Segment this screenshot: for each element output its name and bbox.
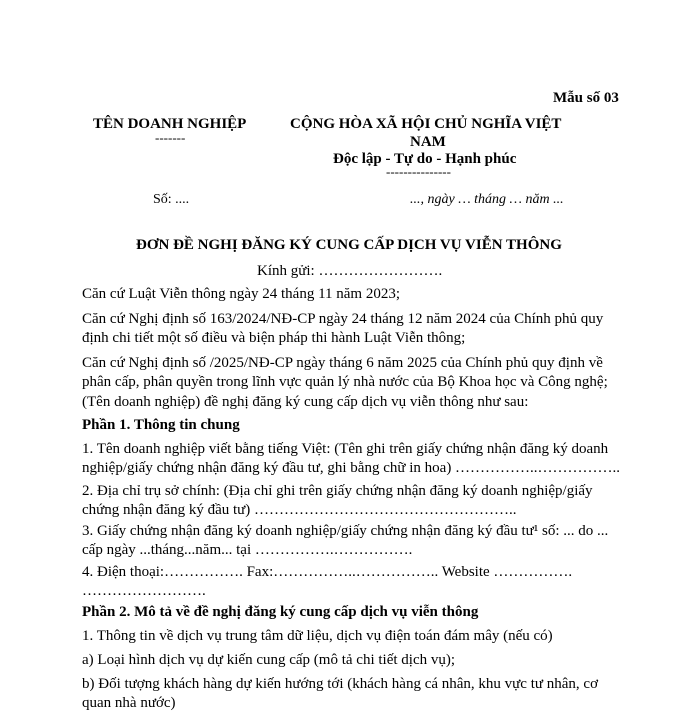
national-motto: Độc lập - Tự do - Hạnh phúc bbox=[333, 151, 517, 167]
part1-item-4: 4. Điện thoại:……………. Fax:……………..…………….. Website ……………. ……………………. bbox=[82, 564, 573, 599]
part2-item-a: a) Loại hình dịch vụ dự kiến cung cấp (mô tả chi tiết dịch vụ); bbox=[82, 652, 456, 668]
part1-item-1: 1. Tên doanh nghiệp viết bằng tiếng Việt: (Tên ghi trên giấy chứng nhận đăng ký doanh nghiệp/giấy chứng nhận đăng ký đầu tư, ghi bằng chữ in hoa) ……………..…………….. bbox=[82, 441, 621, 476]
legal-basis-1: Căn cứ Luật Viễn thông ngày 24 tháng 11 năm 2023; bbox=[82, 286, 401, 302]
part1-item-3: 3. Giấy chứng nhận đăng ký doanh nghiệp/giấy chứng nhận đăng ký đầu tư¹ số: ... do ... cấp ngày ...tháng...năm... tại …………….……………. bbox=[82, 523, 609, 558]
part1-item-2: 2. Địa chỉ trụ sở chính: (Địa chỉ ghi trên giấy chứng nhận đăng ký doanh nghiệp/giấy chứng nhận đăng ký đầu tư) …………………………………………….. bbox=[82, 483, 593, 518]
request-statement: (Tên doanh nghiệp) đề nghị đăng ký cung cấp dịch vụ viễn thông như sau: bbox=[82, 394, 529, 410]
place-date: ..., ngày … tháng … năm ... bbox=[410, 192, 564, 207]
addressee-line: Kính gửi: ……………………. bbox=[257, 263, 443, 279]
country-name-line1: CỘNG HÒA XÃ HỘI CHỦ NGHĨA VIỆT bbox=[290, 116, 562, 132]
company-underline: ------- bbox=[155, 130, 186, 145]
motto-underline: --------------- bbox=[386, 164, 451, 179]
form-code: Mẫu số 03 bbox=[553, 90, 619, 106]
legal-basis-2: Căn cứ Nghị định số 163/2024/NĐ-CP ngày 24 tháng 12 năm 2024 của Chính phủ quy định chi tiết một số điều và biện pháp thi hành Luật Viễn thông; bbox=[82, 311, 604, 346]
document-number: Số: .... bbox=[153, 192, 190, 207]
part2-item-b: b) Đối tượng khách hàng dự kiến hướng tới (khách hàng cá nhân, khu vực tư nhân, cơ quan nhà nước) bbox=[82, 676, 599, 711]
part2-heading: Phần 2. Mô tả về đề nghị đăng ký cung cấp dịch vụ viễn thông bbox=[82, 604, 479, 620]
part1-heading: Phần 1. Thông tin chung bbox=[82, 417, 240, 433]
document-title: ĐƠN ĐỀ NGHỊ ĐĂNG KÝ CUNG CẤP DỊCH VỤ VIỄN THÔNG bbox=[136, 237, 562, 253]
country-name-line2: NAM bbox=[410, 134, 446, 150]
company-name: TÊN DOANH NGHIỆP bbox=[93, 116, 247, 132]
legal-basis-3: Căn cứ Nghị định số /2025/NĐ-CP ngày tháng 6 năm 2025 của Chính phủ quy định về phân cấp, phân quyền trong lĩnh vực quản lý nhà nước của Bộ Khoa học và Công nghệ; bbox=[82, 355, 608, 390]
part2-item-1: 1. Thông tin về dịch vụ trung tâm dữ liệu, dịch vụ điện toán đám mây (nếu có) bbox=[82, 628, 553, 644]
